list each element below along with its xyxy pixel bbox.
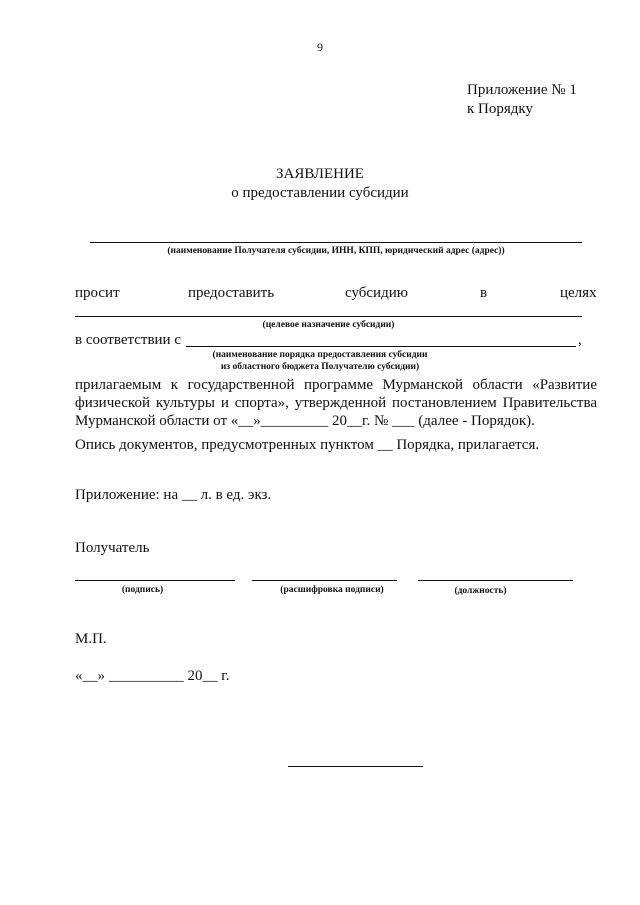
accordance-line [186,346,576,347]
signature-decoding-line [252,580,397,581]
accordance-comma: , [578,332,582,348]
word-tselyah: целях [560,285,597,301]
purpose-line [75,316,582,317]
word-predostavit: предоставить [188,285,275,301]
signature-line [75,580,235,581]
appendix-line-2: к Порядку [467,101,533,117]
appendix-line-1: Приложение № 1 [467,82,577,98]
inventory-line: Опись документов, предусмотренных пунктом __ Порядка, прилагается. [75,437,540,453]
document-title: ЗАЯВЛЕНИЕ [276,166,364,182]
body-line-3: Мурманской области от «__»_________ 20__г. № ___ (далее - Порядок). [75,413,535,429]
purpose-caption: (целевое назначение субсидии) [262,320,395,330]
signature-caption: (подпись) [121,585,164,595]
recipient-caption: (наименование Получателя субсидии, ИНН, КПП, юридический адрес (адрес)) [167,246,505,256]
word-prosit: просит [75,285,120,301]
position-line [418,580,573,581]
position-caption: (должность) [454,586,507,596]
recipient-line [90,242,582,243]
seal-label: М.П. [75,631,107,647]
accordance-caption-1: (наименование порядка предоставления субсидии [212,350,428,360]
footer-rule [288,766,423,767]
recipient-label: Получатель [75,540,150,556]
signature-decoding-caption: (расшифровка подписи) [280,585,384,595]
word-v: в [480,285,488,301]
date-line: «__» __________ 20__ г. [75,668,230,684]
body-line-2: физической культуры и спорта», утвержденной постановлением Правительства [75,395,597,411]
attachment-line: Приложение: на __ л. в ед. экз. [75,487,272,503]
accordance-label: в соответствии с [75,332,181,348]
word-subsidiyu: субсидию [345,285,408,301]
body-line-1: прилагаемым к государственной программе Мурманской области «Развитие [75,377,597,393]
document-subtitle: о предоставлении субсидии [231,185,409,201]
page-number: 9 [317,40,323,54]
accordance-caption-2: из областного бюджета Получателю субсидии) [220,362,420,372]
